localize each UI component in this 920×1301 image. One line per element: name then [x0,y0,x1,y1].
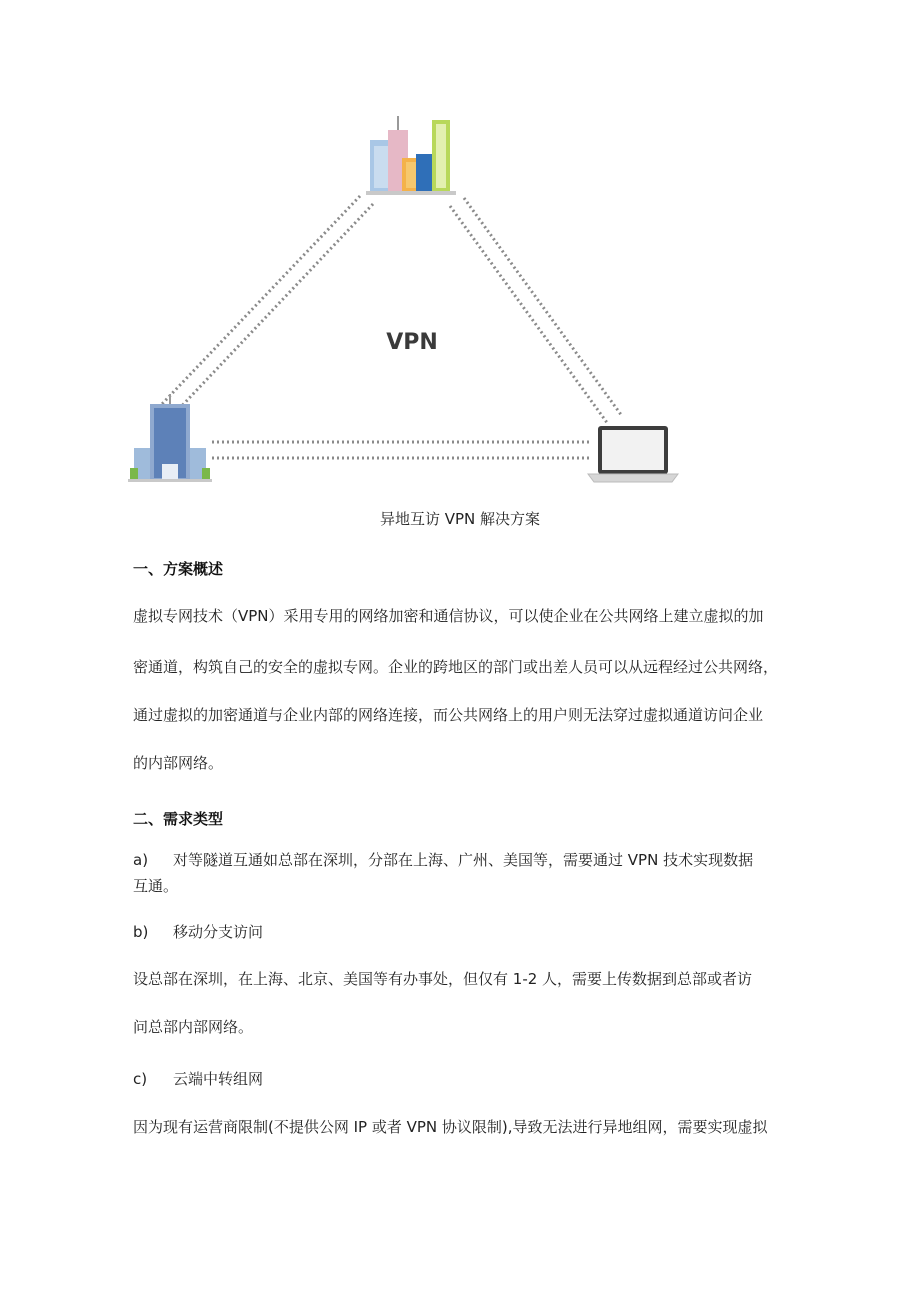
vpn-diagram-svg [120,108,700,493]
paragraph-line: 问总部内部网络。 [133,1018,254,1036]
vpn-diagram [120,108,700,493]
link-left-right [212,442,590,458]
paragraph-line: 因为现有运营商限制(不提供公网 IP 或者 VPN 协议限制),导致无法进行异地组网，需要实现虚拟 [133,1118,768,1136]
city-buildings-icon [366,116,456,195]
paragraph-line: 虚拟专网技术（VPN）采用专用的网络加密和通信协议，可以使企业在公共网络上建立虚拟的加 [133,607,764,625]
list-item-c [133,1068,263,1089]
link-top-right [450,198,622,424]
list-item-a-text: 对等隧道互通如总部在深圳，分部在上海、广州、美国等，需要通过 VPN 技术实现数据 [173,851,754,869]
office-tower-icon [128,394,212,482]
list-item-a-continuation: 互通。 [133,877,179,895]
list-item-c-text: 云端中转组网 [173,1070,264,1088]
list-item-b-text: 移动分支访问 [173,923,264,941]
list-item-b-label: b) [133,923,149,941]
section-heading-requirements: 二、需求类型 [133,810,224,828]
paragraph-line: 的内部网络。 [133,754,224,772]
paragraph-line: 通过虚拟的加密通道与企业内部的网络连接，而公共网络上的用户则无法穿过虚拟通道访问企业 [133,706,764,724]
link-top-left [162,196,373,412]
list-item-a [133,849,753,870]
list-item-a-label: a) [133,851,149,869]
paragraph-line: 密通道，构筑自己的安全的虚拟专网。企业的跨地区的部门或出差人员可以从远程经过公共网络， [133,658,779,676]
paragraph-line: 设总部在深圳，在上海、北京、美国等有办事处，但仅有 1-2 人，需要上传数据到总部或者访 [133,970,753,988]
laptop-icon [588,426,678,482]
list-item-c-label: c) [133,1070,148,1088]
list-item-b [133,921,263,942]
figure-caption: 异地互访 VPN 解决方案 [379,510,541,528]
vpn-center-label: VPN [386,330,438,355]
section-heading-overview: 一、方案概述 [133,560,224,578]
